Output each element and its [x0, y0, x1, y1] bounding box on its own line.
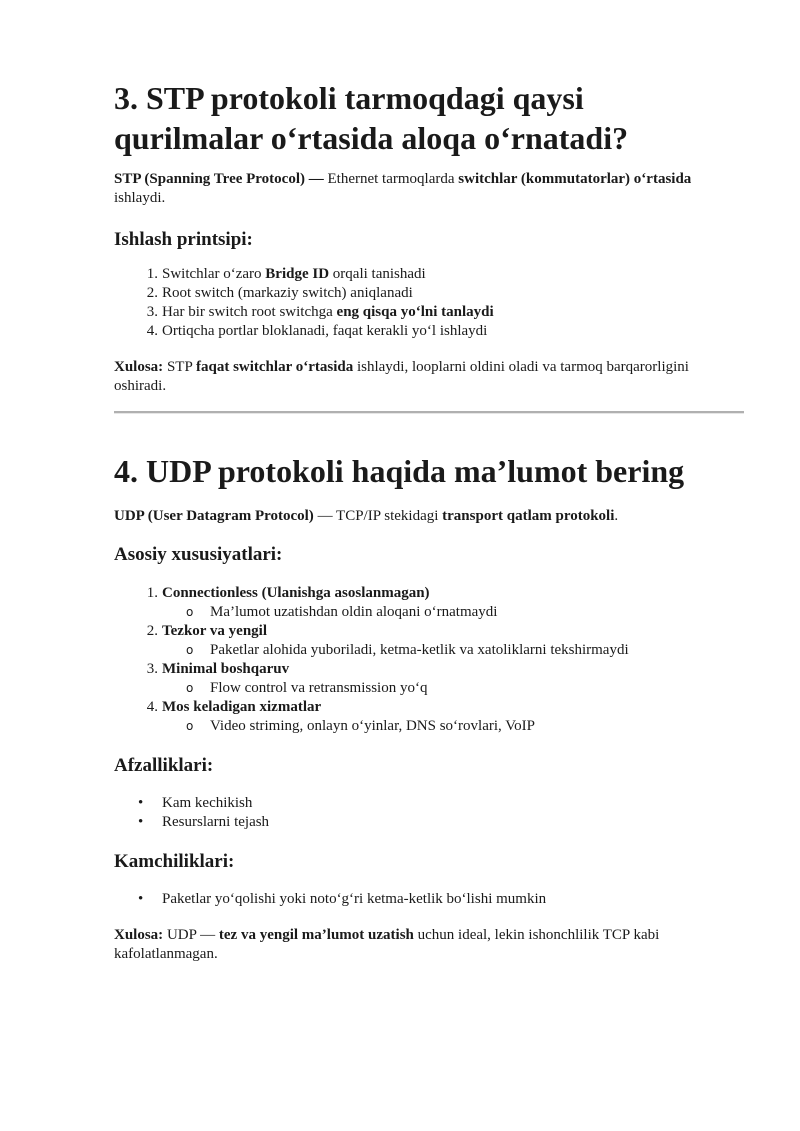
feature-title: Tezkor va yengil [162, 623, 268, 639]
feature-item [146, 622, 752, 641]
advantages-heading: Afzalliklari: [114, 755, 214, 776]
bullet-icon: • [138, 795, 144, 811]
circle-bullet-icon: o [186, 605, 194, 619]
features-heading: Asosiy xususiyatlari: [114, 544, 283, 565]
section4-conclusion: Xulosa: UDP — tez va yengil ma’lumot uzatish uchun ideal, lekin ishonchlilik TCP kabi kafolatlanmagan. [114, 927, 660, 962]
circle-bullet-icon: o [186, 719, 194, 733]
bullet-icon: • [138, 814, 144, 830]
step-item: 4. Ortiqcha portlar bloklanadi, faqat kerakli yo‘l ishlaydi [162, 322, 752, 341]
principle-heading: Ishlash printsipi: [114, 229, 253, 250]
feature-detail: o Video striming, onlayn o‘yinlar, DNS so‘rovlari, VoIP [186, 718, 536, 734]
bullet-icon: • [138, 891, 144, 907]
advantage-item: • Resurslarni tejash [138, 814, 270, 830]
step-number: 3. [146, 304, 158, 320]
step-item: 1. Switchlar o‘zaro Bridge ID orqali tanishadi [162, 265, 752, 284]
feature-title: Mos keladigan xizmatlar [162, 699, 322, 715]
conclusion-label: Xulosa: [114, 927, 164, 943]
section3-title [114, 78, 754, 158]
horizontal-divider [114, 411, 744, 414]
feature-detail: o Paketlar alohida yuboriladi, ketma-ketlik va xatoliklarni tekshirmaydi [186, 642, 629, 658]
section4-intro: UDP (User Datagram Protocol) — TCP/IP stekidagi transport qatlam protokoli. [114, 508, 619, 524]
feature-number: 1. [146, 585, 158, 601]
step-number: 2. [146, 285, 158, 301]
section3-title-line2: qurilmalar o‘rtasida aloqa o‘rnatadi? [114, 120, 629, 156]
circle-bullet-icon: o [186, 681, 194, 695]
intro-text-end: ishlaydi. [114, 190, 166, 206]
section3-title-line1: 3. STP protokoli tarmoqdagi qaysi [114, 80, 584, 116]
step-item: 3. Har bir switch root switchga eng qisqa yo‘lni tanlaydi [162, 303, 752, 322]
feature-detail: o Flow control va retransmission yo‘q [186, 680, 428, 696]
feature-title: Minimal boshqaruv [162, 661, 290, 677]
intro-bold-switches: switchlar (kommutatorlar) o‘rtasida [458, 171, 692, 187]
circle-bullet-icon: o [186, 643, 194, 657]
step-number: 1. [146, 266, 158, 282]
disadvantages-heading: Kamchiliklari: [114, 851, 235, 872]
intro-text: Ethernet tarmoqlarda [323, 171, 459, 187]
udp-term: UDP (User Datagram Protocol) [114, 508, 314, 524]
advantage-item: • Kam kechikish [138, 795, 253, 811]
stp-term: STP (Spanning Tree Protocol) — [114, 171, 324, 187]
feature-item [146, 660, 752, 679]
conclusion-label: Xulosa: [114, 359, 164, 375]
feature-title: Connectionless (Ulanishga asoslanmagan) [162, 585, 430, 601]
disadvantage-item: • Paketlar yo‘qolishi yoki noto‘g‘ri ketma-ketlik bo‘lishi mumkin [138, 891, 547, 907]
feature-item [146, 698, 752, 717]
section4-title: 4. UDP protokoli haqida ma’lumot bering [114, 453, 685, 489]
feature-number: 3. [146, 661, 158, 677]
feature-number: 2. [146, 623, 158, 639]
feature-item [146, 584, 752, 603]
feature-number: 4. [146, 699, 158, 715]
feature-detail: o Ma’lumot uzatishdan oldin aloqani o‘rnatmaydi [186, 604, 498, 620]
step-number: 4. [146, 323, 158, 339]
section3-conclusion: Xulosa: STP faqat switchlar o‘rtasida ishlaydi, looplarni oldini oladi va tarmoq barqarorligini oshiradi. [114, 359, 689, 394]
step-item: 2. Root switch (markaziy switch) aniqlanadi [162, 284, 752, 303]
section3-intro [114, 170, 754, 208]
